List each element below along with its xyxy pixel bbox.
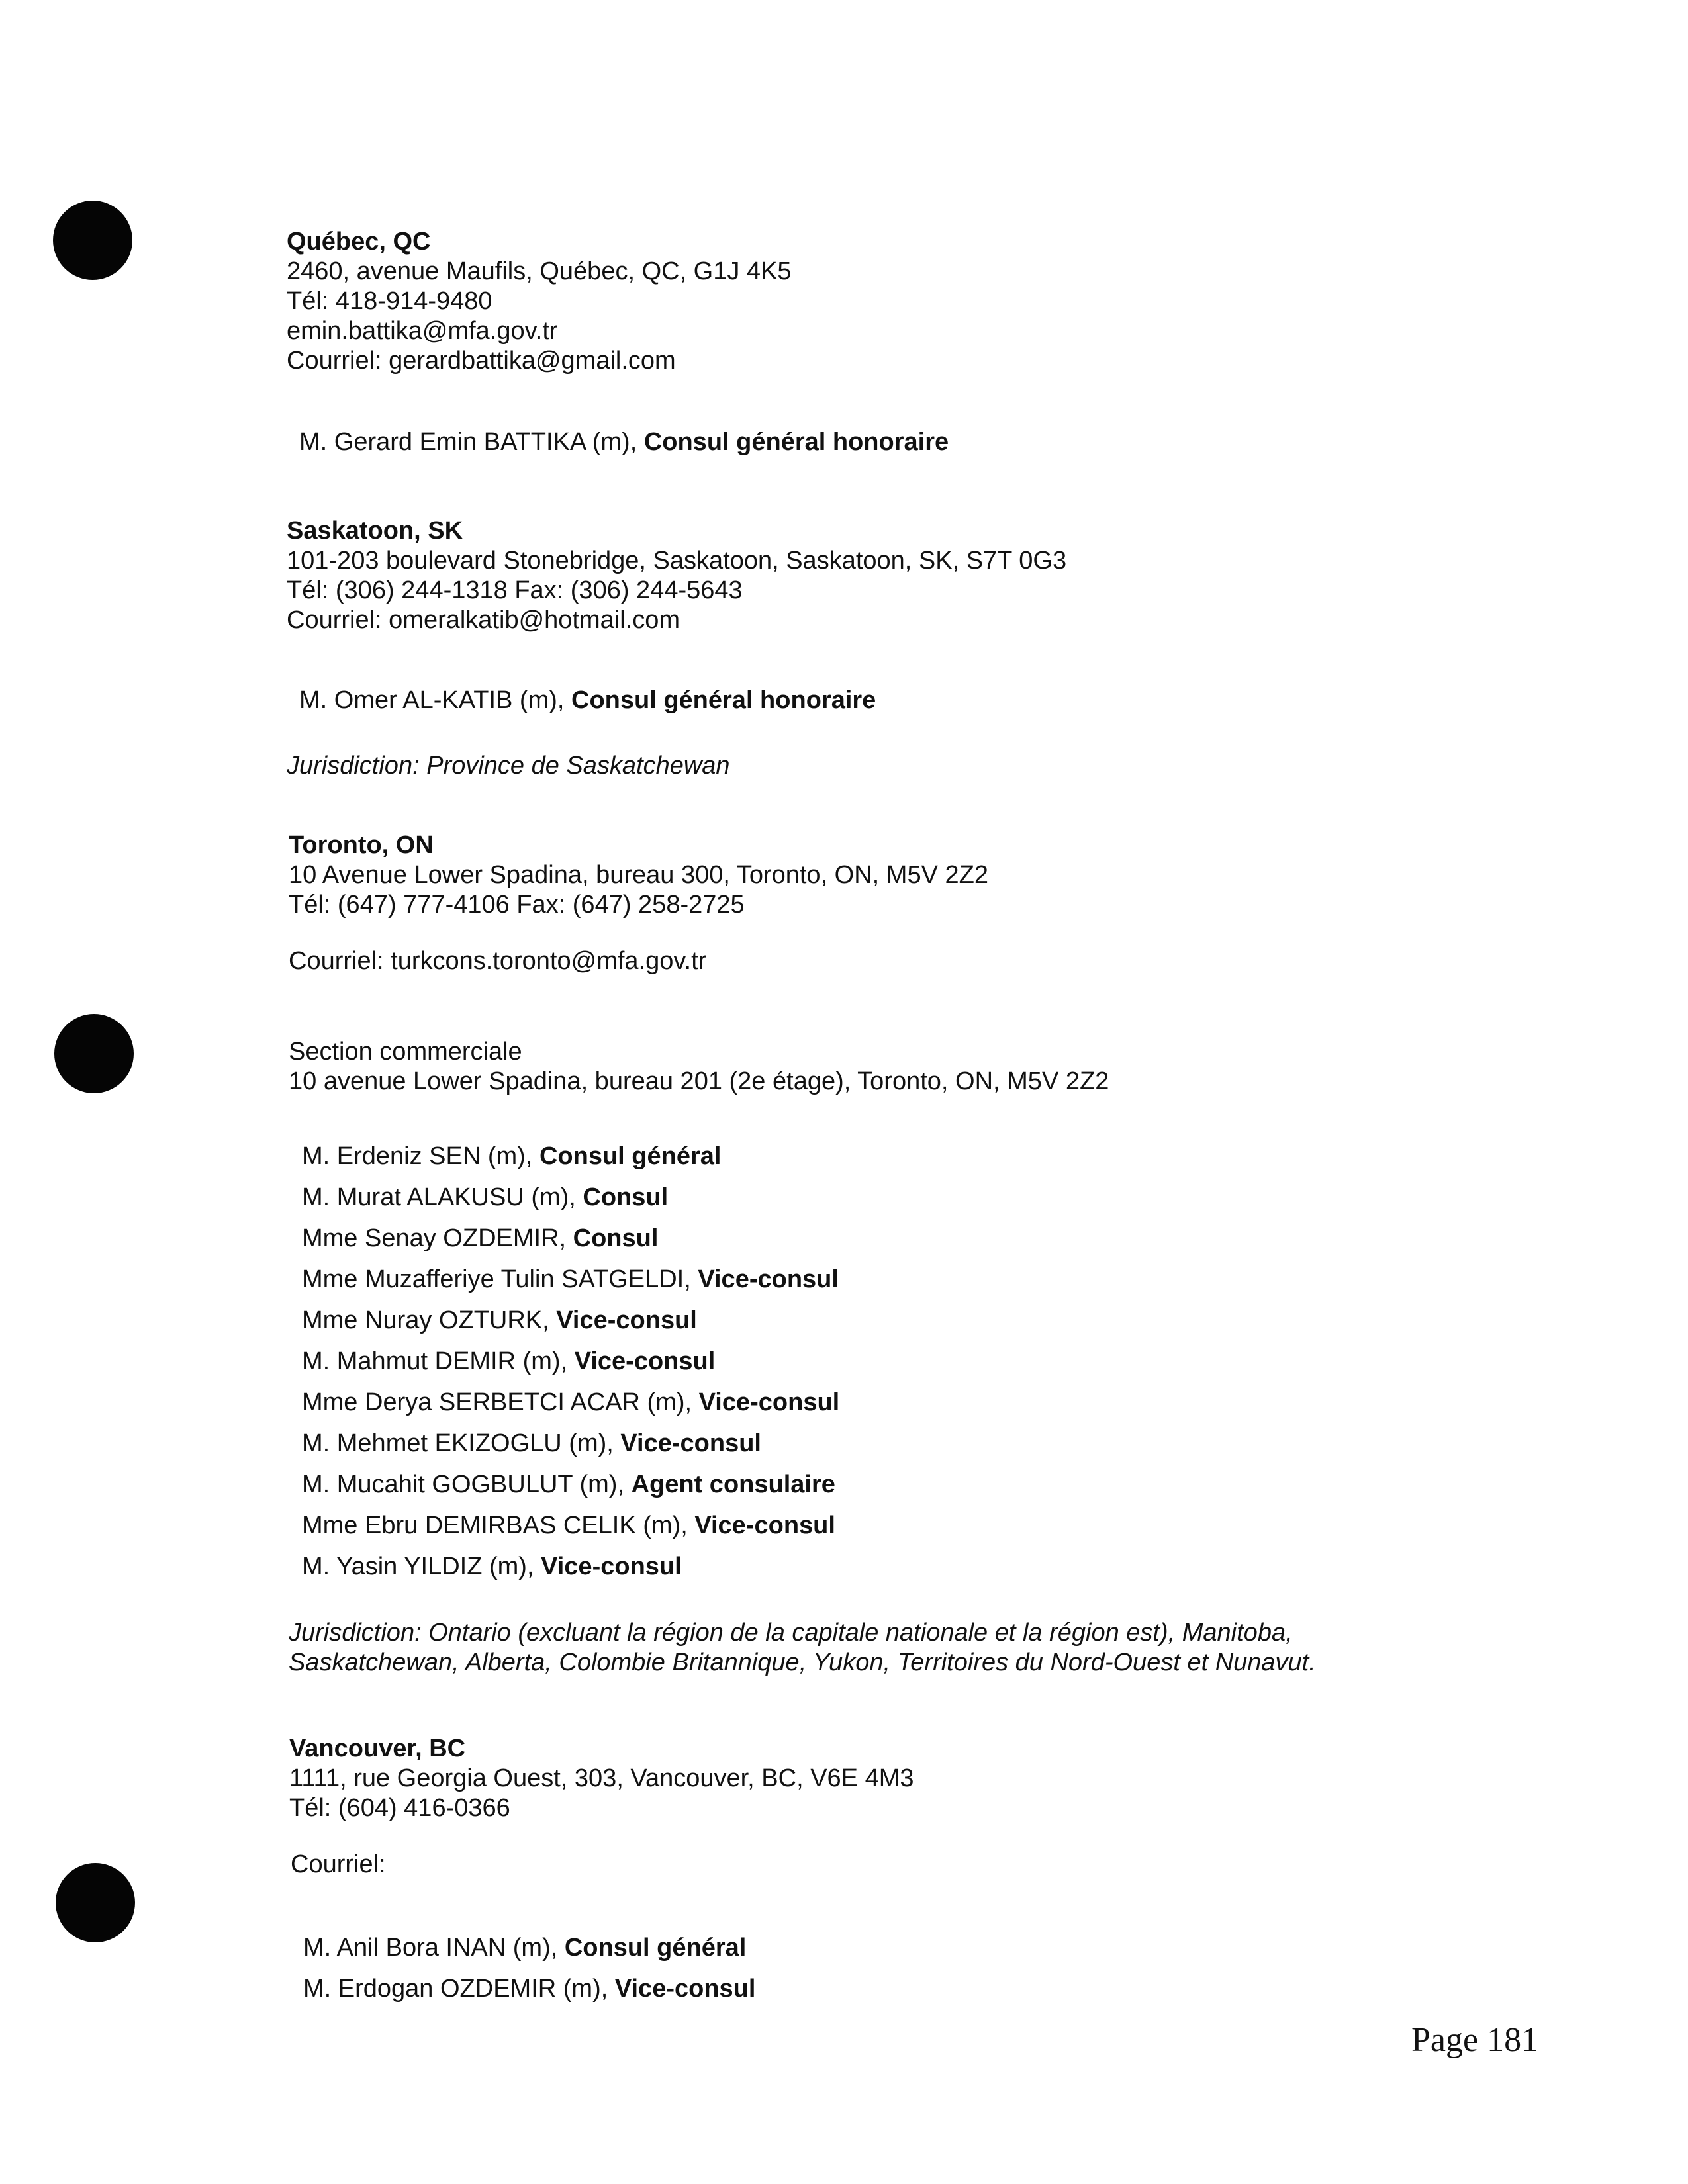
- vancouver-phone: Tél: (604) 416-0366: [289, 1794, 510, 1822]
- staff-entry: [302, 1136, 839, 1177]
- staff-entry: [299, 680, 876, 721]
- staff-entry: [302, 1464, 839, 1505]
- staff-title: Vice-consul: [574, 1347, 716, 1375]
- saskatoon-section: [287, 516, 1066, 635]
- vancouver-staff: [303, 1927, 755, 2009]
- toronto-jurisdiction-line-2: Saskatchewan, Alberta, Colombie Britannique, Yukon, Territoires du Nord-Ouest et Nunavut.: [289, 1649, 1316, 1676]
- punch-hole-middle: [54, 1014, 134, 1093]
- staff-name: Mme Derya SERBETCI ACAR (m),: [302, 1388, 699, 1416]
- quebec-email: emin.battika@mfa.gov.tr: [287, 317, 558, 345]
- commercial-section-address: 10 avenue Lower Spadina, bureau 201 (2e étage), Toronto, ON, M5V 2Z2: [289, 1068, 1109, 1095]
- toronto-city-heading: Toronto, ON: [289, 831, 434, 859]
- toronto-courriel-block: [289, 946, 706, 976]
- vancouver-address: 1111, rue Georgia Ouest, 303, Vancouver, BC, V6E 4M3: [289, 1764, 914, 1792]
- saskatoon-city-heading: Saskatoon, SK: [287, 517, 463, 545]
- staff-entry: [302, 1177, 839, 1218]
- staff-name: M. Gerard Emin BATTIKA (m),: [299, 428, 644, 456]
- staff-entry: [303, 1927, 755, 1968]
- staff-name: M. Mucahit GOGBULUT (m),: [302, 1471, 632, 1498]
- staff-name: M. Anil Bora INAN (m),: [303, 1934, 565, 1962]
- staff-title: Agent consulaire: [631, 1471, 835, 1498]
- staff-name: Mme Muzafferiye Tulin SATGELDI,: [302, 1265, 698, 1293]
- staff-name: M. Yasin YILDIZ (m),: [302, 1553, 541, 1580]
- saskatoon-jurisdiction: Jurisdiction: Province de Saskatchewan: [287, 752, 730, 780]
- quebec-staff: [299, 422, 949, 463]
- staff-name: M. Murat ALAKUSU (m),: [302, 1183, 583, 1211]
- staff-entry: [302, 1259, 839, 1300]
- staff-entry: [302, 1546, 839, 1587]
- staff-title: Vice-consul: [541, 1553, 682, 1580]
- quebec-courriel: Courriel: gerardbattika@gmail.com: [287, 347, 676, 375]
- staff-title: Consul général honoraire: [643, 428, 949, 456]
- staff-name: M. Mahmut DEMIR (m),: [302, 1347, 575, 1375]
- staff-entry: [302, 1382, 839, 1423]
- quebec-address: 2460, avenue Maufils, Québec, QC, G1J 4K5: [287, 257, 792, 285]
- staff-title: Consul: [583, 1183, 669, 1211]
- staff-name: M. Omer AL-KATIB (m),: [299, 686, 571, 714]
- staff-title: Consul général honoraire: [571, 686, 876, 714]
- vancouver-section: [289, 1734, 914, 1823]
- staff-title: Vice-consul: [556, 1306, 697, 1334]
- toronto-courriel: Courriel: turkcons.toronto@mfa.gov.tr: [289, 947, 707, 975]
- staff-entry: [303, 1968, 755, 2009]
- staff-name: M. Erdogan OZDEMIR (m),: [303, 1975, 615, 2003]
- staff-name: Mme Nuray OZTURK,: [302, 1306, 557, 1334]
- punch-hole-top: [53, 201, 132, 280]
- staff-name: M. Mehmet EKIZOGLU (m),: [302, 1430, 621, 1457]
- toronto-jurisdiction-block: [289, 1618, 1316, 1678]
- saskatoon-phone: Tél: (306) 244-1318 Fax: (306) 244-5643: [287, 576, 743, 604]
- page-number: Page 181: [1411, 2021, 1539, 2059]
- punch-hole-bottom: [56, 1863, 135, 1942]
- staff-name: Mme Ebru DEMIRBAS CELIK (m),: [302, 1512, 695, 1539]
- toronto-staff: [302, 1136, 839, 1587]
- toronto-address: 10 Avenue Lower Spadina, bureau 300, Toronto, ON, M5V 2Z2: [289, 861, 988, 889]
- staff-entry: [299, 422, 949, 463]
- vancouver-city-heading: Vancouver, BC: [289, 1735, 466, 1762]
- staff-entry: [302, 1505, 839, 1546]
- vancouver-courriel-block: [291, 1850, 386, 1880]
- staff-title: Consul: [573, 1224, 659, 1252]
- saskatoon-address: 101-203 boulevard Stonebridge, Saskatoon, Saskatoon, SK, S7T 0G3: [287, 547, 1067, 574]
- vancouver-courriel: Courriel:: [291, 1850, 386, 1878]
- staff-name: Mme Senay OZDEMIR,: [302, 1224, 573, 1252]
- staff-title: Vice-consul: [698, 1388, 840, 1416]
- staff-entry: [302, 1218, 839, 1259]
- quebec-city-heading: Québec, QC: [287, 228, 431, 255]
- toronto-jurisdiction-line-1: Jurisdiction: Ontario (excluant la région de la capitale nationale et la région est), Manitoba,: [289, 1619, 1293, 1647]
- staff-entry: [302, 1423, 839, 1464]
- commercial-section-title: Section commerciale: [289, 1038, 522, 1066]
- staff-title: Vice-consul: [614, 1975, 756, 2003]
- quebec-phone: Tél: 418-914-9480: [287, 287, 492, 315]
- staff-title: Vice-consul: [698, 1265, 839, 1293]
- toronto-commercial-section: [289, 1037, 1109, 1097]
- toronto-phone: Tél: (647) 777-4106 Fax: (647) 258-2725: [289, 891, 745, 919]
- staff-entry: [302, 1341, 839, 1382]
- staff-title: Vice-consul: [620, 1430, 761, 1457]
- staff-entry: [302, 1300, 839, 1341]
- staff-title: Consul général: [564, 1934, 747, 1962]
- staff-title: Vice-consul: [694, 1512, 835, 1539]
- staff-title: Consul général: [539, 1142, 722, 1170]
- saskatoon-courriel: Courriel: omeralkatib@hotmail.com: [287, 606, 680, 634]
- toronto-section: [289, 831, 988, 920]
- quebec-section: [287, 227, 792, 376]
- saskatoon-staff: [299, 680, 876, 721]
- saskatoon-jurisdiction-block: [287, 751, 730, 781]
- staff-name: M. Erdeniz SEN (m),: [302, 1142, 539, 1170]
